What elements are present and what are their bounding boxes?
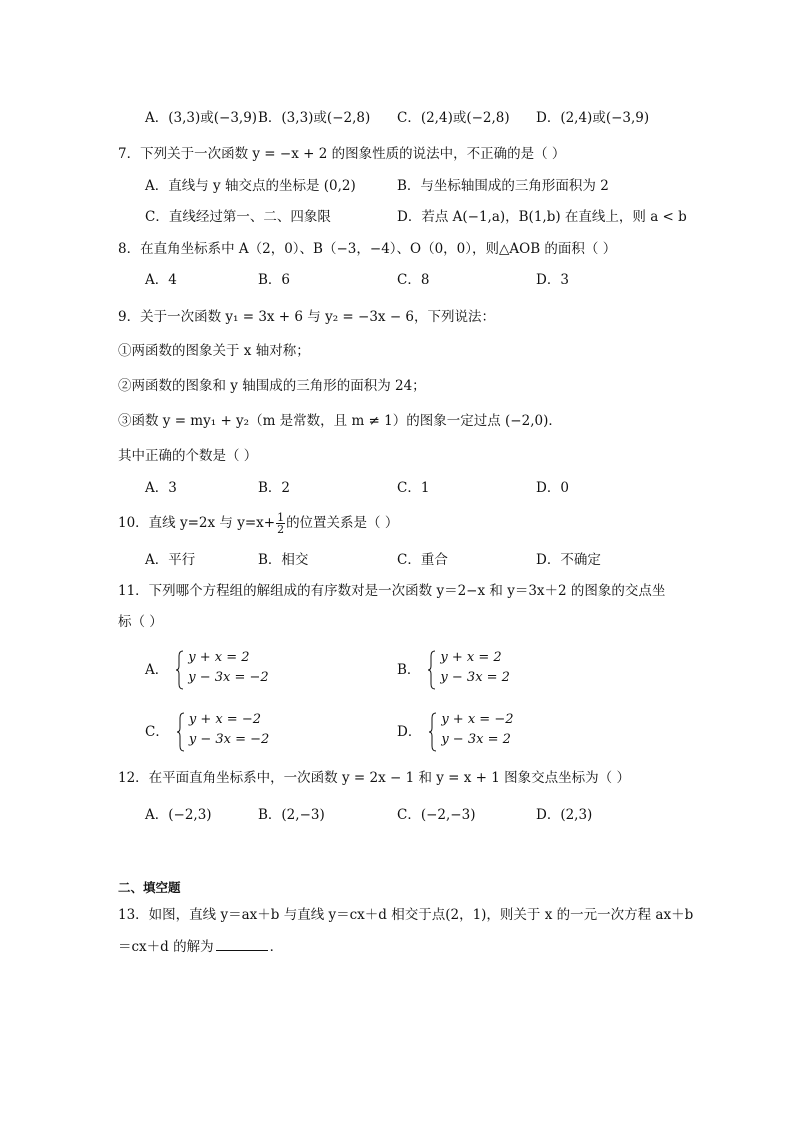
q7-option-a[interactable]: A．直线与 y 轴交点的坐标是 (0,2) — [145, 178, 356, 194]
q9-prompt: 其中正确的个数是（ ） — [118, 448, 258, 464]
q11-option-b-eq2: y − 3x = 2 — [440, 670, 510, 685]
q11-option-a-equations — [188, 648, 268, 688]
brace-icon — [177, 712, 185, 748]
q11-option-a-label: A． — [145, 662, 169, 678]
q11-option-d-eq1: y + x = −2 — [441, 712, 514, 727]
q12-option-c[interactable]: C．(−2,−3) — [397, 807, 476, 823]
q10-stem-prefix: 10．直线 y=2x 与 y=x+ — [118, 515, 276, 531]
brace-icon — [176, 650, 184, 686]
q6-option-d[interactable]: D．(2,4)或(−3,9) — [536, 110, 650, 126]
q13-line2-suffix: ． — [269, 939, 284, 955]
q11-option-c-equations — [189, 710, 269, 750]
q13-answer-blank[interactable] — [216, 936, 268, 951]
q11-option-b-equations — [440, 648, 510, 688]
section-title-fill-in: 二、填空题 — [118, 880, 181, 895]
q12-stem: 12．在平面直角坐标系中，一次函数 y = 2x − 1 和 y = x + 1 图象交点坐标为（ ） — [118, 770, 630, 786]
q11-option-b-label: B． — [397, 662, 421, 678]
q9-option-d[interactable]: D．0 — [536, 480, 569, 496]
q8-option-d[interactable]: D．3 — [536, 272, 569, 288]
q7-option-d[interactable]: D．若点 A(−1,a)，B(1,b) 在直线上，则 a < b — [397, 209, 687, 225]
q6-option-a[interactable]: A．(3,3)或(−3,9) — [145, 110, 258, 126]
q10-option-b[interactable]: B．相交 — [258, 552, 309, 568]
q9-option-b[interactable]: B．2 — [258, 480, 291, 496]
q11-option-d[interactable] — [397, 710, 513, 750]
q9-stem: 9．关于一次函数 y₁ = 3x + 6 与 y₂ = −3x − 6，下列说法： — [118, 309, 496, 325]
q11-option-c-eq2: y − 3x = −2 — [188, 732, 270, 747]
q11-option-c-eq1: y + x = −2 — [188, 712, 261, 727]
q8-stem: 8．在直角坐标系中 A（2，0）、B（−3，−4）、O（0，0），则△AOB 的面积（ ） — [118, 241, 617, 257]
q7-option-b[interactable]: B．与坐标轴围成的三角形面积为 2 — [397, 178, 609, 194]
q11-option-c-label: C． — [145, 724, 169, 740]
q9-statement-2: ②两函数的图象和 y 轴围成的三角形的面积为 24； — [118, 378, 426, 394]
q12-option-b[interactable]: B．(2,−3) — [258, 807, 325, 823]
q11-option-a[interactable] — [145, 648, 269, 688]
q9-option-c[interactable]: C．1 — [397, 480, 430, 496]
q8-option-c[interactable]: C．8 — [397, 272, 430, 288]
q11-option-b[interactable] — [397, 648, 510, 688]
q11-stem-line1: 11．下列哪个方程组的解组成的有序数对是一次函数 y＝2−x 和 y＝3x＋2 的图象的交点坐 — [118, 583, 666, 599]
q11-option-a-eq1: y + x = 2 — [188, 650, 250, 665]
q7-option-c[interactable]: C．直线经过第一、二、四象限 — [145, 209, 331, 225]
q9-statement-1: ①两函数的图象关于 x 轴对称； — [118, 343, 310, 359]
q7-stem: 7．下列关于一次函数 y = −x + 2 的图象性质的说法中，不正确的是（ ） — [118, 146, 566, 162]
q10-option-c[interactable]: C．重合 — [397, 552, 448, 568]
q13-line1: 13．如图，直线 y＝ax＋b 与直线 y＝cx＋d 相交于点(2，1)，则关于 x 的一元一次方程 ax＋b — [118, 907, 694, 923]
q10-stem-suffix: 的位置关系是（ ） — [286, 515, 399, 531]
q8-option-a[interactable]: A．4 — [145, 272, 177, 288]
q11-option-d-eq2: y − 3x = 2 — [441, 732, 511, 747]
q6-option-b[interactable]: B．(3,3)或(−2,8) — [258, 110, 371, 126]
q11-stem-line2: 标（ ） — [118, 614, 163, 630]
q11-option-d-label: D． — [397, 724, 422, 740]
brace-icon — [428, 650, 436, 686]
q12-option-d[interactable]: D．(2,3) — [536, 807, 593, 823]
q10-option-a[interactable]: A．平行 — [145, 552, 196, 568]
q9-statement-3: ③函数 y = my₁ + y₂（m 是常数，且 m ≠ 1）的图象一定过点 (−2,0)． — [118, 413, 562, 429]
q10-fraction-denominator: 2 — [277, 523, 285, 536]
q10-stem — [118, 512, 398, 535]
q11-option-a-eq2: y − 3x = −2 — [188, 670, 269, 685]
q13-line2 — [118, 936, 283, 956]
q10-fraction-numerator: 1 — [277, 511, 285, 524]
q12-option-a[interactable]: A．(−2,3) — [145, 807, 212, 823]
brace-icon — [429, 712, 437, 748]
q13-line2-prefix: ＝cx＋d 的解为 — [118, 939, 214, 955]
q11-option-c[interactable] — [145, 710, 269, 750]
q6-option-c[interactable]: C．(2,4)或(−2,8) — [397, 110, 510, 126]
q11-option-b-eq1: y + x = 2 — [440, 650, 502, 665]
q8-option-b[interactable]: B．6 — [258, 272, 291, 288]
q9-option-a[interactable]: A．3 — [145, 480, 177, 496]
q10-fraction — [276, 512, 285, 535]
q11-option-d-equations — [441, 710, 513, 750]
q10-option-d[interactable]: D．不确定 — [536, 552, 601, 568]
